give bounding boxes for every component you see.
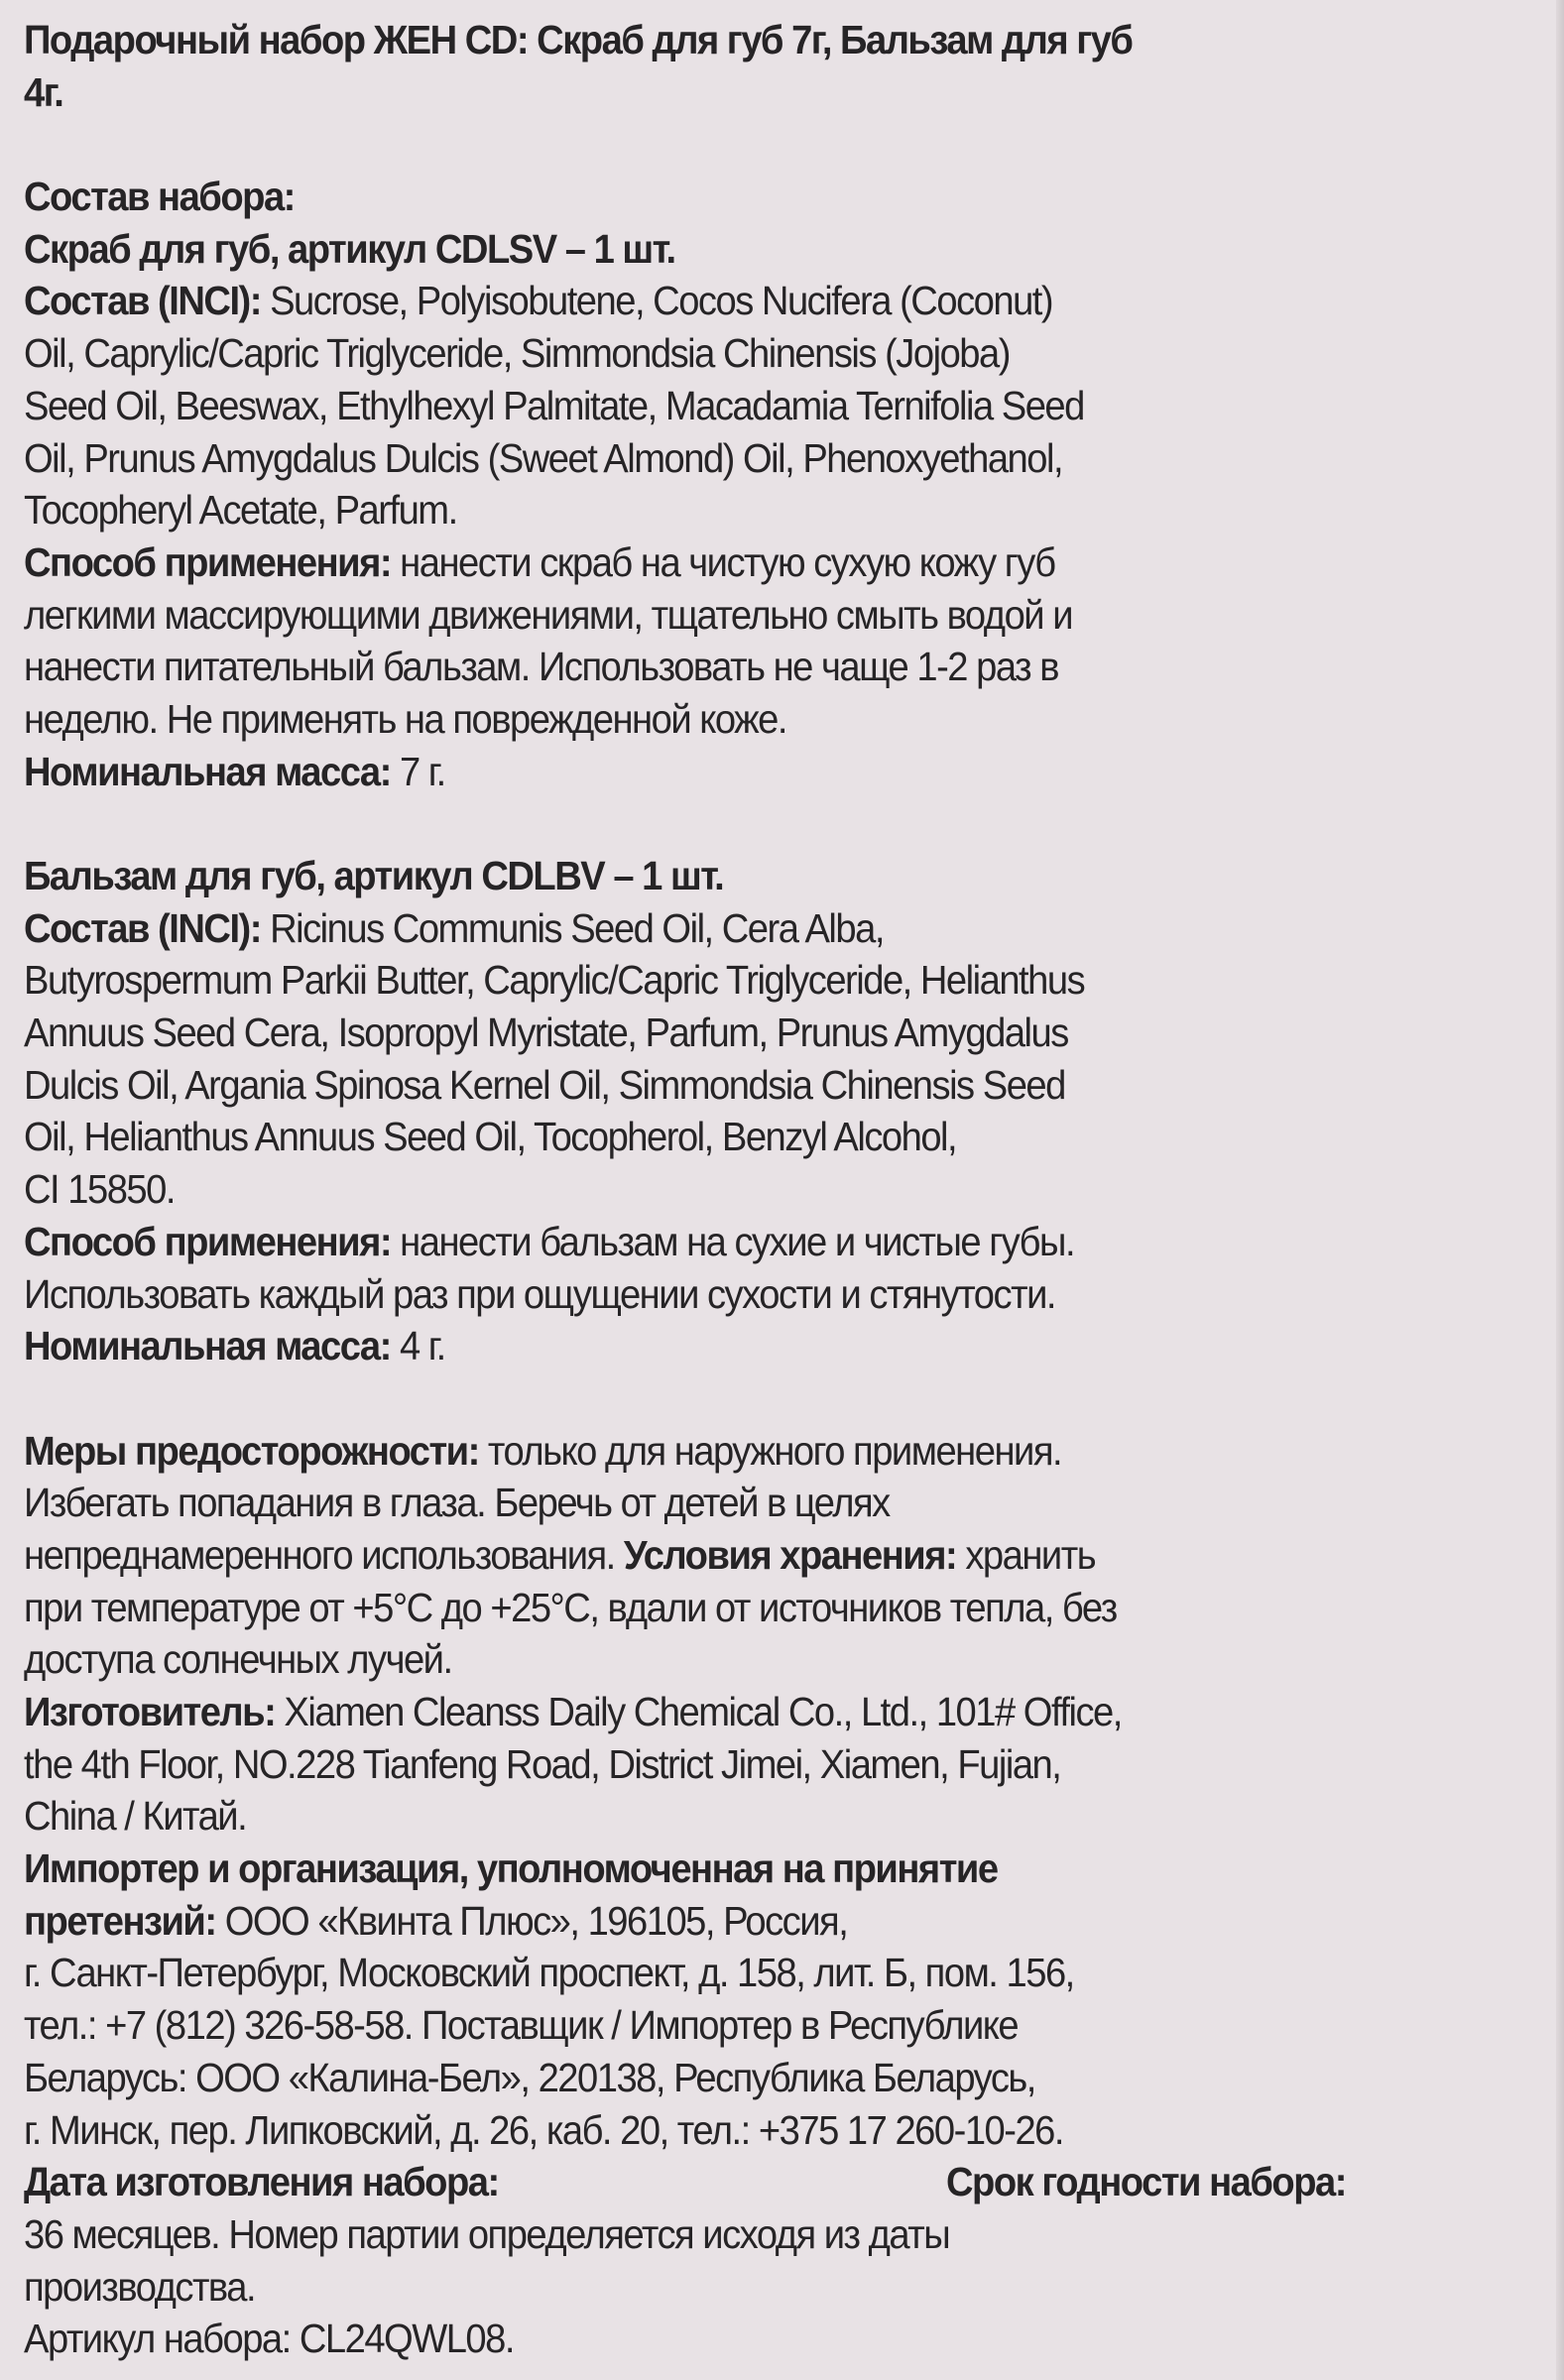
body-text: Xiamen Cleanss Daily Chemical Co., Ltd., 101# Office, — [284, 1689, 1122, 1734]
body-text: Oil, Prunus Amygdalus Dulcis (Sweet Almond) Oil, Phenoxyethanol, — [24, 434, 1063, 481]
body-text: непреднамеренного использования. — [24, 1531, 624, 1578]
text-line — [24, 902, 1444, 955]
body-text: Seed Oil, Beeswax, Ethylhexyl Palmitate, Macadamia Ternifolia Seed — [24, 382, 1084, 428]
bold-label: Подарочный набор ЖЕН CD: Скраб для губ 7г, Бальзам для губ — [24, 17, 1133, 62]
bold-label: Дата изготовления набора: — [24, 2159, 499, 2205]
body-text: 7 г. — [399, 748, 445, 794]
text-line — [24, 693, 1444, 746]
bold-label: Состав (INCI): — [24, 904, 271, 951]
bold-label: Срок годности набора: — [946, 2159, 1346, 2205]
body-text: легкими массирующими движениями, тщательно смыть водой и — [24, 591, 1073, 638]
bold-label: Бальзам для губ, артикул CDLBV – 1 шт. — [24, 853, 724, 898]
body-text: Ricinus Communis Seed Oil, Cera Alba, — [270, 904, 884, 951]
text-line — [24, 1582, 1444, 1634]
bold-label: Импортер и организация, уполномоченная на принятие — [24, 1845, 998, 1892]
body-text: только для наружного применения. — [487, 1427, 1062, 1474]
text-line — [24, 1790, 1444, 1843]
body-text: Избегать попадания в глаза. Беречь от детей в целях — [24, 1480, 890, 1526]
bold-label: Способ применения: — [24, 1218, 401, 1264]
blank-line — [24, 797, 1444, 850]
body-text: производства. — [24, 2263, 256, 2310]
text-line — [24, 1633, 1444, 1686]
text-line — [24, 1529, 1444, 1582]
text-line — [24, 641, 1444, 693]
body-text: г. Минск, пер. Липковский, д. 26, каб. 20, тел.: +375 17 260-10-26. — [24, 2106, 1064, 2153]
text-line — [24, 1320, 1444, 1372]
body-text: Использовать каждый раз при ощущении сухости и стянутости. — [24, 1270, 1055, 1317]
body-text: Беларусь: ООО «Калина-Бел», 220138, Республика Беларусь, — [24, 2054, 1035, 2100]
body-text: хранить — [965, 1531, 1096, 1578]
body-text: China / Китай. — [24, 1793, 247, 1840]
body-text: неделю. Не применять на поврежденной коже. — [24, 695, 787, 742]
text-line — [24, 954, 1444, 1007]
body-text: доступа солнечных лучей. — [24, 1636, 452, 1683]
text-line — [24, 380, 1444, 432]
bold-label: 4г. — [24, 68, 63, 115]
body-text: ООО «Квинта Плюс», 196105, Россия, — [224, 1897, 848, 1944]
body-text: нанести скраб на чистую сухую кожу губ — [400, 538, 1055, 585]
text-line — [24, 1999, 1444, 2052]
text-line — [24, 1477, 1444, 1529]
text-line — [24, 1268, 1444, 1321]
box-edge — [1556, 0, 1564, 2380]
body-text: тел.: +7 (812) 326-58-58. Поставщик / Импортер в Республике — [24, 2002, 1019, 2049]
bold-label: Номинальная масса: — [24, 1323, 400, 1369]
body-text: при температуре от +5°С до +25°С, вдали от источников тепла, без — [24, 1584, 1117, 1630]
body-text: нанести бальзам на сухие и чистые губы. — [400, 1218, 1075, 1264]
bold-label: Способ применения: — [24, 538, 401, 585]
text-line — [24, 2313, 1444, 2365]
text-line — [24, 2052, 1444, 2104]
text-line — [24, 1686, 1444, 1738]
text-line — [24, 327, 1444, 380]
product-label-text — [24, 14, 1551, 2365]
text-line — [24, 1738, 1444, 1791]
bold-label: Изготовитель: — [24, 1689, 285, 1734]
text-line — [24, 1216, 1444, 1268]
blank-line — [24, 1372, 1444, 1425]
bold-label: Состав набора: — [24, 174, 295, 220]
text-line — [24, 66, 1444, 119]
text-line — [24, 536, 1444, 589]
text-line — [24, 223, 1444, 276]
body-text: Oil, Caprylic/Capric Triglyceride, Simmondsia Chinensis (Jojoba) — [24, 330, 1010, 377]
bold-label: Условия хранения: — [623, 1531, 966, 1578]
body-text: 36 месяцев. Номер партии определяется исходя из даты — [24, 2210, 950, 2257]
text-line — [24, 1111, 1444, 1163]
body-text: the 4th Floor, NO.228 Tianfeng Road, District Jimei, Xiamen, Fujian, — [24, 1740, 1061, 1787]
text-line — [24, 1843, 1444, 1895]
text-line — [24, 171, 1444, 223]
body-text: CI 15850. — [24, 1166, 175, 1213]
text-line — [24, 850, 1444, 902]
text-line — [24, 589, 1444, 642]
text-line — [24, 746, 1444, 798]
body-text: Oil, Helianthus Annuus Seed Oil, Tocopherol, Benzyl Alcohol, — [24, 1114, 957, 1160]
text-line — [24, 14, 1444, 66]
body-text: 4 г. — [399, 1323, 445, 1369]
bold-label: Номинальная масса: — [24, 748, 400, 794]
bold-label: претензий: — [24, 1897, 225, 1944]
text-line — [24, 1163, 1444, 1216]
text-line — [24, 432, 1444, 485]
text-line — [24, 1425, 1444, 1478]
body-text: Tocopheryl Acetate, Parfum. — [24, 487, 457, 534]
text-line — [24, 1895, 1444, 1948]
text-line — [24, 2208, 1444, 2261]
text-line — [24, 275, 1444, 327]
body-text: нанести питательный бальзам. Использовать не чаще 1-2 раз в — [24, 644, 1059, 690]
body-text: г. Санкт-Петербург, Московский проспект, д. 158, лит. Б, пом. 156, — [24, 1950, 1074, 1996]
body-text: Dulcis Oil, Argania Spinosa Kernel Oil, Simmondsia Chinensis Seed — [24, 1061, 1065, 1108]
bold-label: Состав (INCI): — [24, 278, 271, 324]
body-text: Butyrospermum Parkii Butter, Caprylic/Capric Triglyceride, Helianthus — [24, 957, 1085, 1004]
body-text: Артикул набора: CL24QWL08. — [24, 2316, 514, 2362]
text-line — [24, 1007, 1444, 1059]
text-line — [24, 1059, 1444, 1112]
text-line — [24, 2261, 1444, 2314]
blank-line — [24, 118, 1444, 171]
body-text: Annuus Seed Cera, Isopropyl Myristate, Parfum, Prunus Amygdalus — [24, 1010, 1068, 1056]
text-line — [24, 484, 1444, 536]
text-line — [24, 2156, 1444, 2208]
text-line — [24, 1947, 1444, 1999]
bold-label: Скраб для губ, артикул CDLSV – 1 шт. — [24, 225, 675, 272]
body-text: Sucrose, Polyisobutene, Cocos Nucifera (Coconut) — [270, 278, 1053, 324]
text-line — [24, 2104, 1444, 2157]
bold-label: Меры предосторожности: — [24, 1427, 488, 1474]
